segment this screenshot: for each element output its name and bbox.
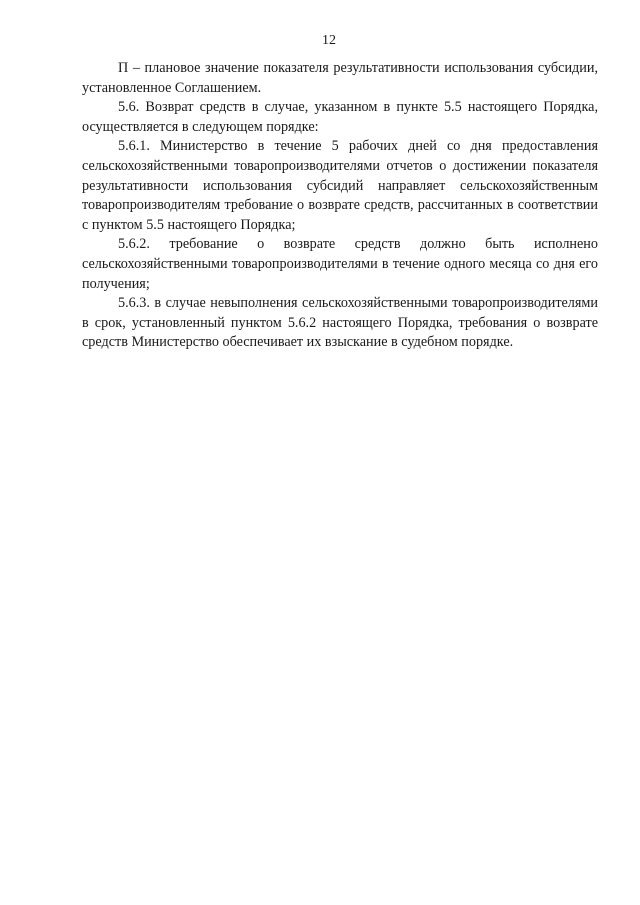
- paragraph-5-6-1: 5.6.1. Министерство в течение 5 рабочих дней со дня предоставления сельскохозяйственными товаропроизводителями отчетов о достижении показателя результативности использования субсидий направляет сельскохозяйственным товаропроизводителям требование о возврате средств, рассчитанных в соответствии с пунктом 5.5 настоящего Порядка;: [82, 138, 598, 233]
- paragraph-5-6: 5.6. Возврат средств в случае, указанном в пункте 5.5 настоящего Порядка, осуществляется в следующем порядке:: [82, 99, 598, 135]
- paragraph-5-6-2: 5.6.2. требование о возврате средств должно быть исполнено сельскохозяйственными товаропроизводителями в течение одного месяца со дня его получения;: [82, 236, 598, 292]
- paragraph-5-6-3: 5.6.3. в случае невыполнения сельскохозяйственными товаропроизводителями в срок, установленный пунктом 5.6.2 настоящего Порядка, требования о возврате средств Министерство обеспечивает их взыскание в судебном порядке.: [82, 295, 598, 351]
- document-body: [82, 59, 598, 353]
- paragraph-plan-value-definition: П – плановое значение показателя результативности использования субсидии, установленное Соглашением.: [82, 60, 598, 96]
- page-number: 12: [322, 33, 336, 48]
